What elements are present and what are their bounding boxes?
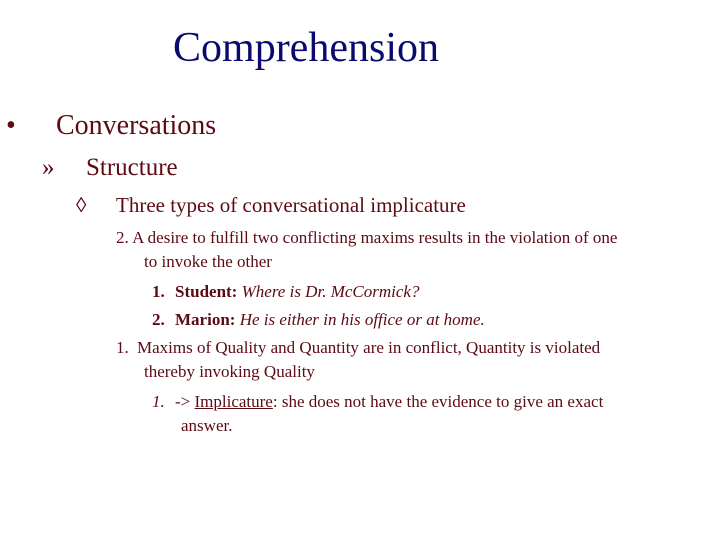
slide-title: Comprehension [173,25,439,71]
implicature-number: 1. [152,392,165,411]
level2-bullet: » [42,154,55,181]
dialog-speaker: Marion: [175,310,236,329]
dialog-line-student [152,280,419,304]
level1-bullet: • [6,110,16,141]
dialog-utterance: Where is Dr. McCormick? [241,282,420,301]
implicature-term: Implicature [194,392,273,411]
implicature-arrow: -> [175,392,191,411]
dialog-speaker: Student: [175,282,238,301]
item-a-number: 2. [116,228,129,247]
level3-bullet: ◊ [76,193,87,217]
dialog-number: 2. [152,310,165,329]
dialog-utterance: He is either in his office or at home. [239,310,485,329]
implicature-line1 [152,390,603,414]
item-a-line1 [116,226,617,250]
level2-text: Structure [86,154,178,181]
dialog-number: 1. [152,282,165,301]
item-a-text: A desire to fulfill two conflicting maxims results in the violation of one [132,228,618,247]
item-a-line2: to invoke the other [144,252,272,271]
item-b-line2: thereby invoking Quality [144,362,315,381]
implicature-line2: answer. [181,416,233,435]
dialog-line-marion [152,308,485,332]
item-b-text: Maxims of Quality and Quantity are in conflict, Quantity is violated [137,338,601,357]
level3-text: Three types of conversational implicature [116,193,466,217]
item-b-number: 1. [116,338,129,357]
item-b-line1 [116,336,600,360]
implicature-rest: : she does not have the evidence to give an exact [272,392,604,411]
level1-text: Conversations [56,110,217,141]
